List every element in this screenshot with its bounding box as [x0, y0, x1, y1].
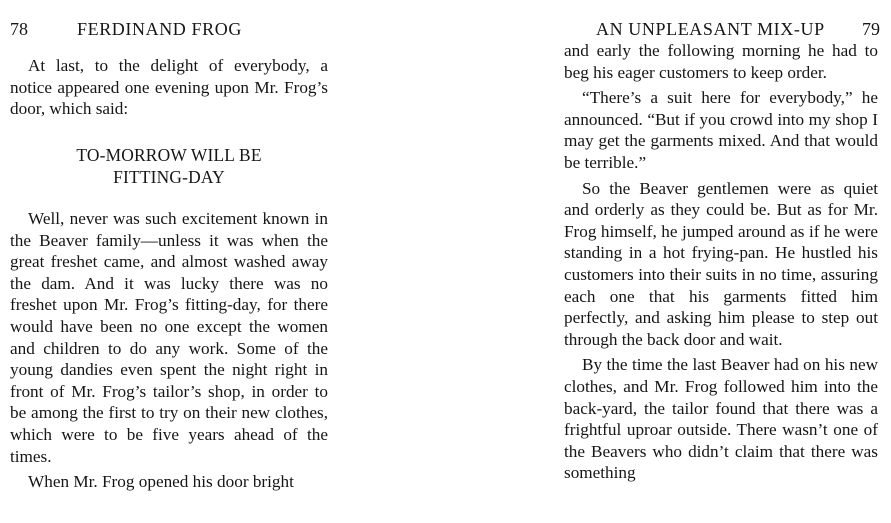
left-text-block-top: [10, 55, 328, 120]
running-head-right: AN UNPLEASANT MIX-UP: [596, 19, 825, 39]
left-page: [0, 0, 440, 523]
right-page: [450, 0, 891, 523]
right-text-block: [564, 40, 878, 484]
paragraph: “There’s a suit here for everybody,” he announced. “But if you crowd into my shop I may get the garments mixed. And that would be terrible.”: [564, 88, 878, 172]
notice-line: FITTING-DAY: [113, 167, 225, 187]
page-number-right: 79: [862, 19, 880, 39]
paragraph: Well, never was such excitement known in the Beaver family—unless it was when the great freshet came, and almost washed away the dam. And it was lucky there was no freshet upon Mr. Frog’s fitting-day, for there would have been no one except the women and children to do any work. Some of the young dandies even spent the night right in front of Mr. Frog’s tailor’s shop, in order to be among the first to try on their new clothes, which were to be five years ahead of the times.: [10, 209, 328, 466]
door-notice: [10, 144, 328, 188]
left-text-block-bottom: [10, 208, 328, 493]
paragraph: At last, to the delight of everybody, a notice appeared one evening upon Mr. Frog’s door, which said:: [10, 56, 328, 119]
notice-line: TO-MORROW WILL BE: [76, 145, 262, 165]
paragraph: When Mr. Frog opened his door bright: [28, 472, 294, 492]
paragraph: So the Beaver gentlemen were as quiet and orderly as they could be. But as for Mr. Frog himself, he jumped around as if he were standing in a hot frying-pan. He hustled his customers into their suits in no time, assuring each one that his garments fitted him perfectly, and asking him please to step out through the back door and wait.: [564, 178, 878, 349]
paragraph: and early the following morning he had to beg his eager customers to keep order.: [564, 41, 878, 82]
running-head-left: FERDINAND FROG: [77, 19, 242, 39]
paragraph: By the time the last Beaver had on his new clothes, and Mr. Frog followed him into the back-yard, the tailor found that there was a frightful uproar outside. There wasn’t one of the Beavers who didn’t claim that there was something: [564, 355, 878, 483]
page-number-left: 78: [10, 19, 28, 39]
